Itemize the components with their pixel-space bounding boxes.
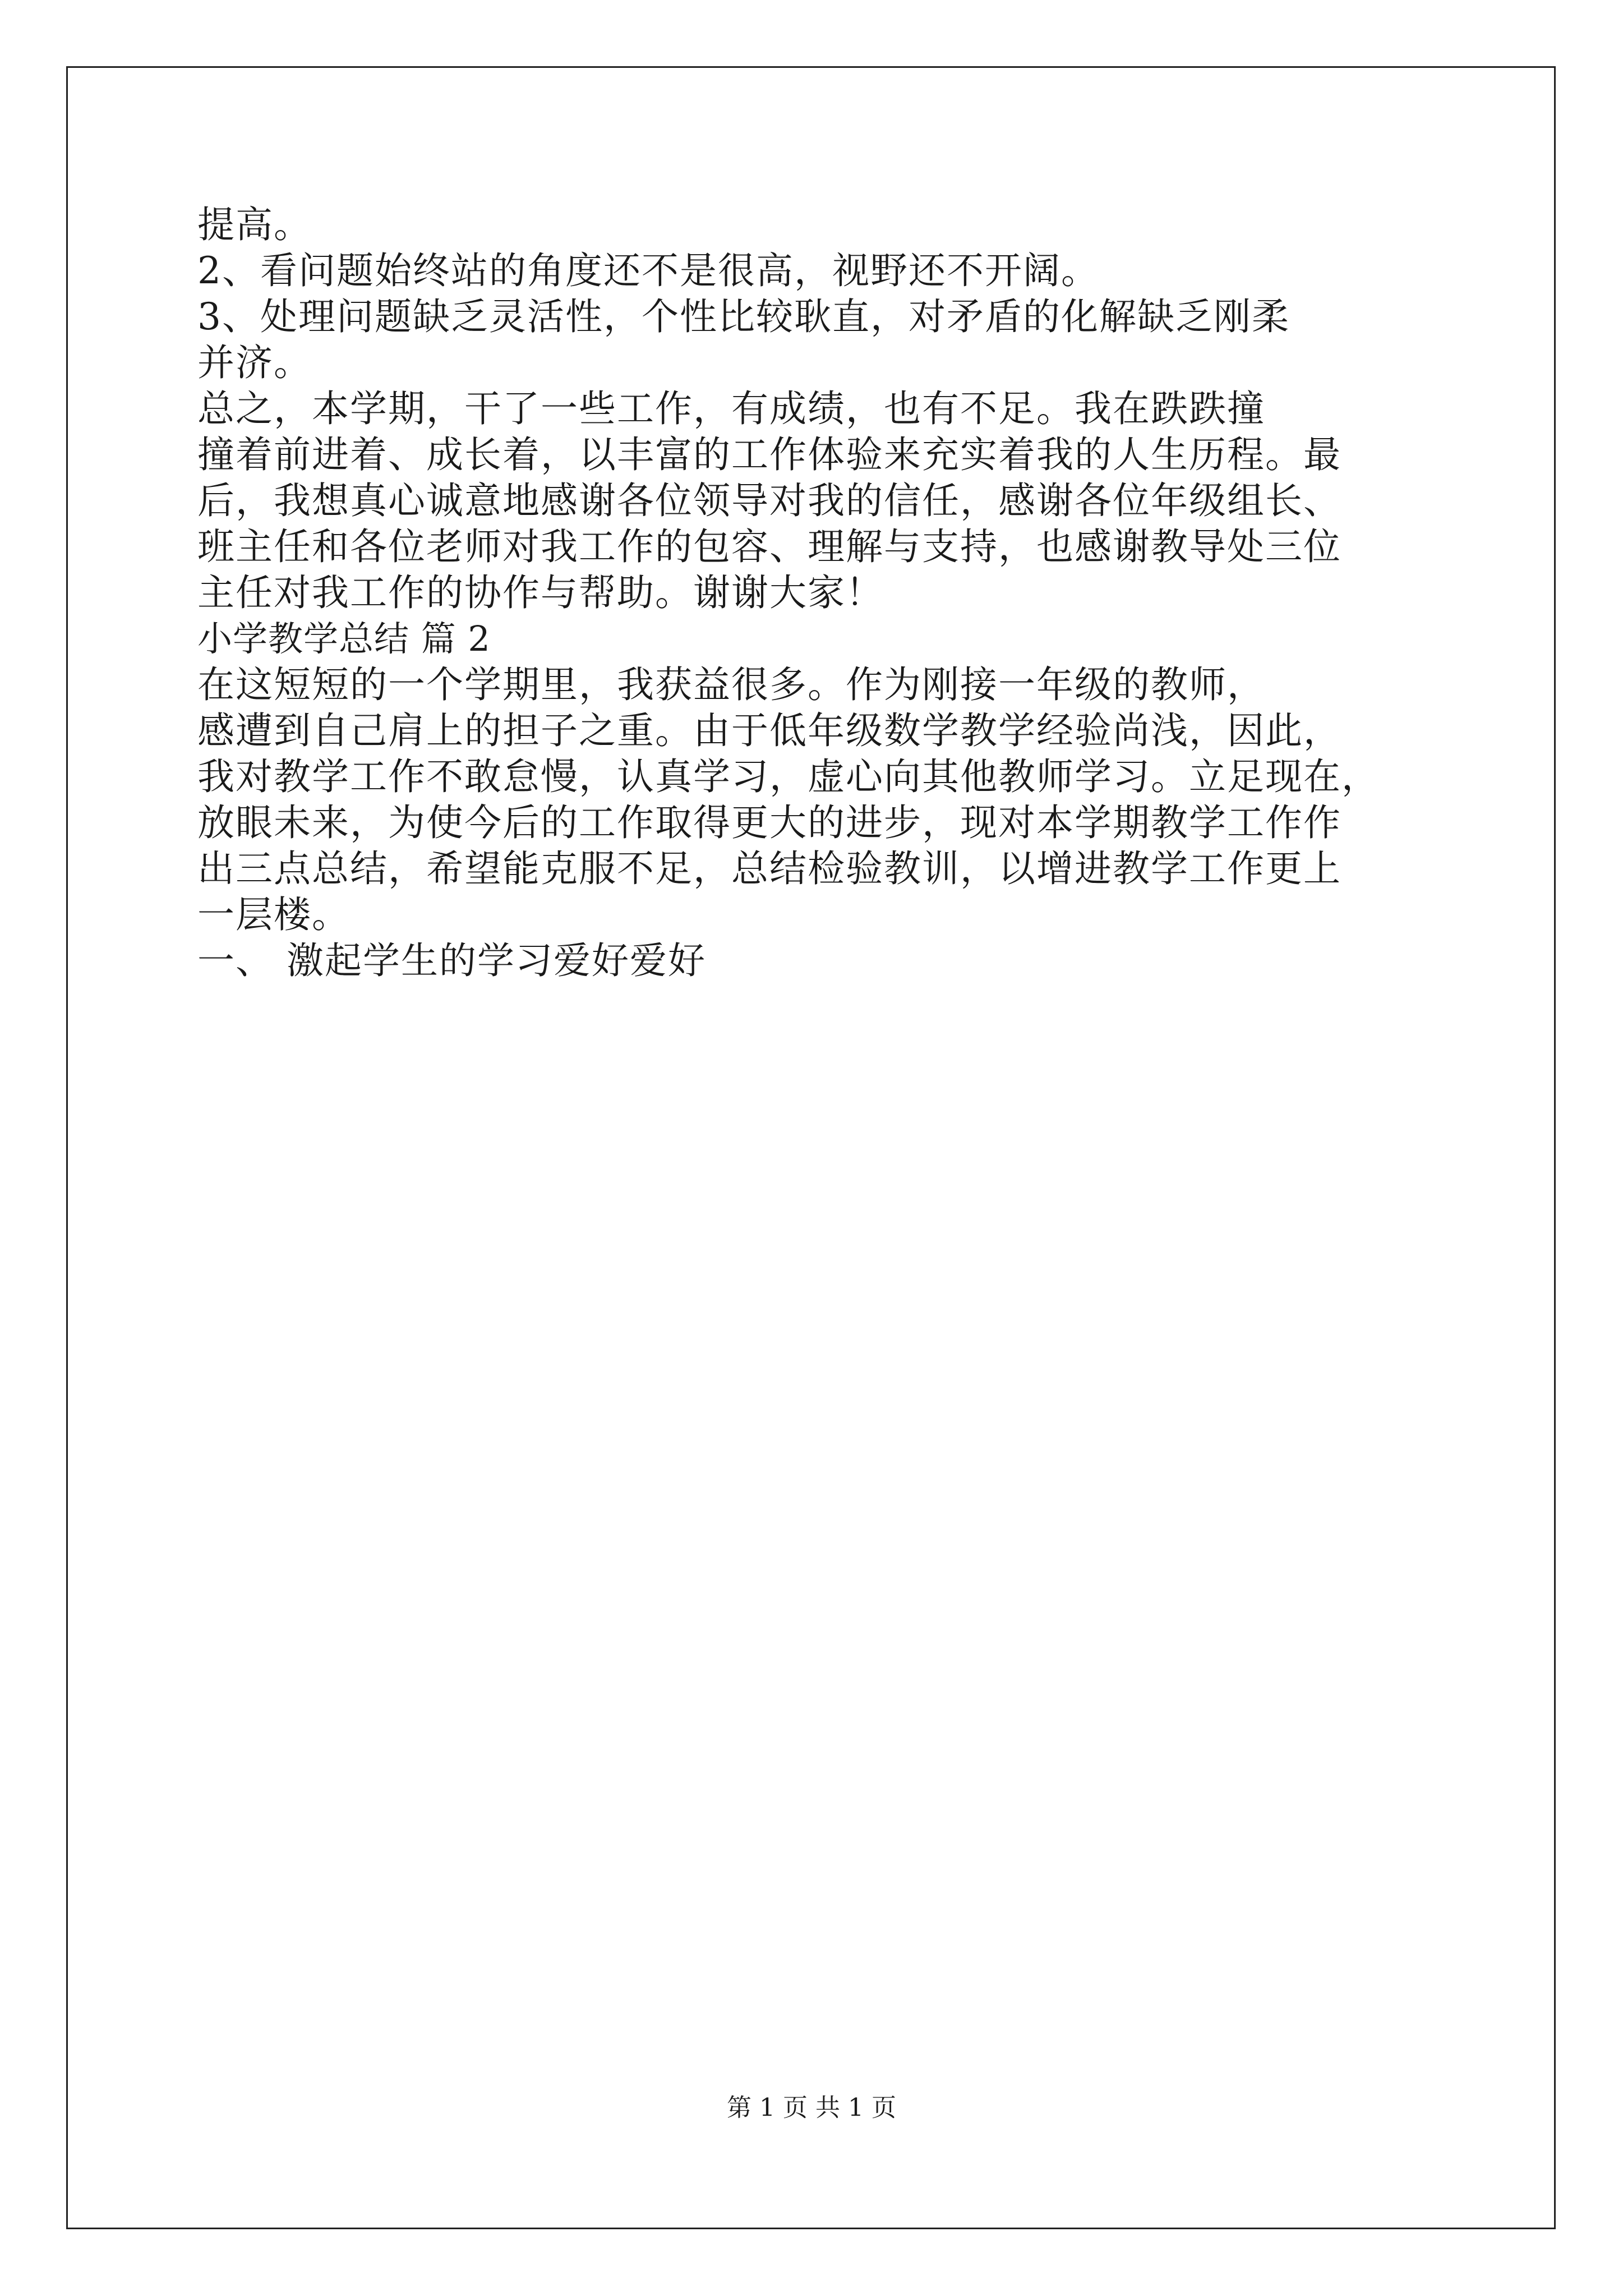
body-line: 出三点总结，希望能克服不足，总结检验教训，以增进教学工作更上 (197, 847, 1341, 890)
body-line: 一层楼。 (197, 893, 350, 936)
body-line: 感遭到自己肩上的担子之重。由于低年级数学教学经验尚浅，因此， (197, 709, 1341, 752)
body-line: 并济。 (197, 341, 312, 384)
body-line: 2、看问题始终站的角度还不是很高，视野还不开阔。 (197, 249, 1099, 292)
body-line: 主任对我工作的协作与帮助。谢谢大家！ (197, 571, 884, 614)
body-line: 放眼未来，为使今后的工作取得更大的进步，现对本学期教学工作作 (197, 801, 1341, 844)
body-line: 撞着前进着、成长着，以丰富的工作体验来充实着我的人生历程。最 (197, 433, 1341, 476)
body-line: 3、处理问题缺乏灵活性，个性比较耿直，对矛盾的化解缺乏刚柔 (197, 295, 1290, 338)
document-body (197, 202, 1431, 984)
body-line: 总之，本学期，干了一些工作，有成绩，也有不足。我在跌跌撞 (197, 387, 1265, 430)
section-heading: 小学教学总结 篇 2 (197, 618, 491, 659)
page-footer: 第 1 页 共 1 页 (727, 2093, 896, 2122)
body-line: 一、 激起学生的学习爱好爱好 (197, 939, 706, 982)
body-line: 班主任和各位老师对我工作的包容、理解与支持，也感谢教导处三位 (197, 525, 1341, 568)
body-line: 在这短短的一个学期里，我获益很多。作为刚接一年级的教师， (197, 663, 1265, 706)
body-line: 我对教学工作不敢怠慢，认真学习，虚心向其他教师学习。立足现在， (197, 755, 1380, 798)
body-line: 提高。 (197, 203, 312, 246)
body-line: 后，我想真心诚意地感谢各位领导对我的信任，感谢各位年级组长、 (197, 479, 1341, 522)
